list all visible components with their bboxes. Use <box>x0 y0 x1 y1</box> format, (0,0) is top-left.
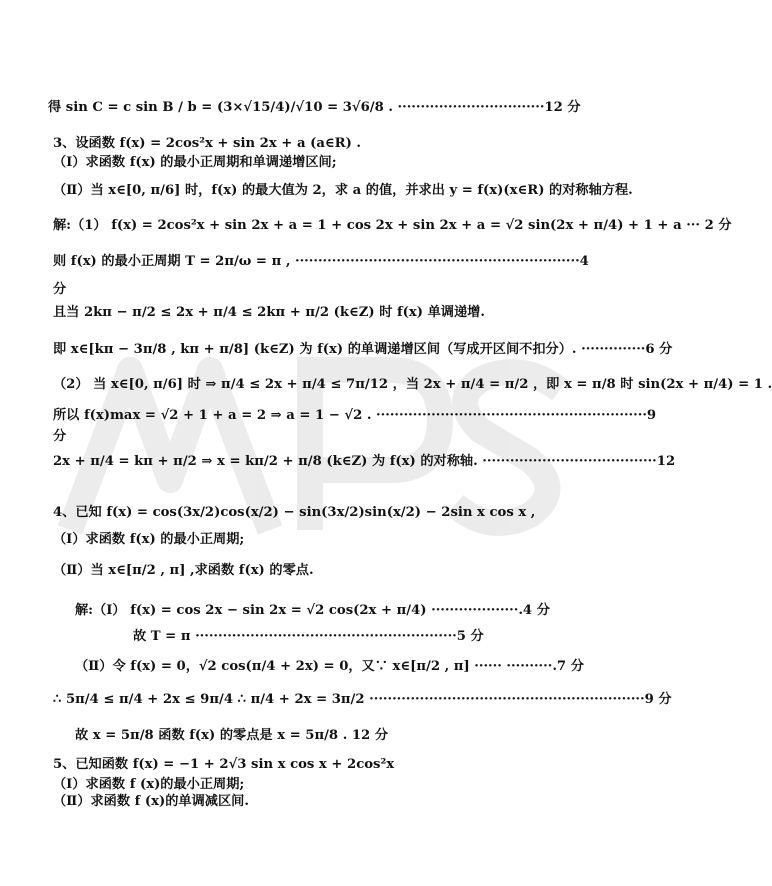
text-line: 即 x∈[kπ − 3π/8 , kπ + π/8] (k∈Z) 为 f(x) 的单调递增区间（写成开区间不扣分）. ··············6 分 <box>53 342 673 357</box>
text-line: 且当 2kπ − π/2 ≤ 2x + π/4 ≤ 2kπ + π/2 (k∈Z) 时 f(x) 单调递增. <box>53 305 485 320</box>
text-line: 4、已知 f(x) = cos(3x/2)cos(x/2) − sin(3x/2)sin(x/2) − 2sin x cos x , <box>53 505 536 520</box>
text-line: 分 <box>53 282 67 297</box>
text-line: （Ⅰ）求函数 f (x)的最小正周期; <box>53 777 245 792</box>
text-line: 解:（Ⅰ） f(x) = cos 2x − sin 2x = √2 cos(2x + π/4) ···················.4 分 <box>75 603 550 618</box>
text-line: （Ⅱ）当 x∈[0, π/6] 时，f(x) 的最大值为 2，求 a 的值，并求出 y = f(x)(x∈R) 的对称轴方程. <box>53 183 633 198</box>
text-line: 得 sin C = c sin B / b = (3×√15/4)/√10 = 3√6/8 . ································12 分 <box>48 100 581 115</box>
text-line: （Ⅱ）当 x∈[π/2 , π] ,求函数 f(x) 的零点. <box>53 563 314 578</box>
text-line: 故 x = 5π/8 函数 f(x) 的零点是 x = 5π/8 . 12 分 <box>75 728 389 743</box>
text-line: （Ⅱ）令 f(x) = 0，√2 cos(π/4 + 2x) = 0，又∵ x∈[π/2 , π] ······ ··········.7 分 <box>75 659 584 674</box>
text-line: 分 <box>53 429 67 444</box>
text-line: 3、设函数 f(x) = 2cos²x + sin 2x + a (a∈R) . <box>53 136 362 151</box>
text-line: 2x + π/4 = kπ + π/2 ⇒ x = kπ/2 + π/8 (k∈Z) 为 f(x) 的对称轴. ······································12 <box>53 454 676 469</box>
text-line: （2） 当 x∈[0, π/6] 时 ⇒ π/4 ≤ 2x + π/4 ≤ 7π/12 ，当 2x + π/4 = π/2 ，即 x = π/8 时 sin(2x + π/4) = 1 . <box>53 377 772 392</box>
text-line: （Ⅰ）求函数 f(x) 的最小正周期和单调递增区间; <box>53 155 337 170</box>
text-line: 所以 f(x)max = √2 + 1 + a = 2 ⇒ a = 1 − √2 . ···························································9 <box>53 408 657 423</box>
text-line: 5、已知函数 f(x) = −1 + 2√3 sin x cos x + 2cos²x <box>53 757 395 772</box>
text-line: 则 f(x) 的最小正周期 T = 2π/ω = π , ······························································4 <box>53 254 589 269</box>
text-line: 解:（1） f(x) = 2cos²x + sin 2x + a = 1 + cos 2x + sin 2x + a = √2 sin(2x + π/4) + 1 + a ··· 2 分 <box>53 218 732 233</box>
text-line: （Ⅱ）求函数 f (x)的单调减区间. <box>53 794 249 809</box>
text-line: 故 T = π ·························································5 分 <box>133 629 484 644</box>
text-line: ∴ 5π/4 ≤ π/4 + 2x ≤ 9π/4 ∴ π/4 + 2x = 3π/2 ····························································9 分 <box>53 692 672 707</box>
text-line: （Ⅰ）求函数 f(x) 的最小正周期; <box>53 532 245 547</box>
